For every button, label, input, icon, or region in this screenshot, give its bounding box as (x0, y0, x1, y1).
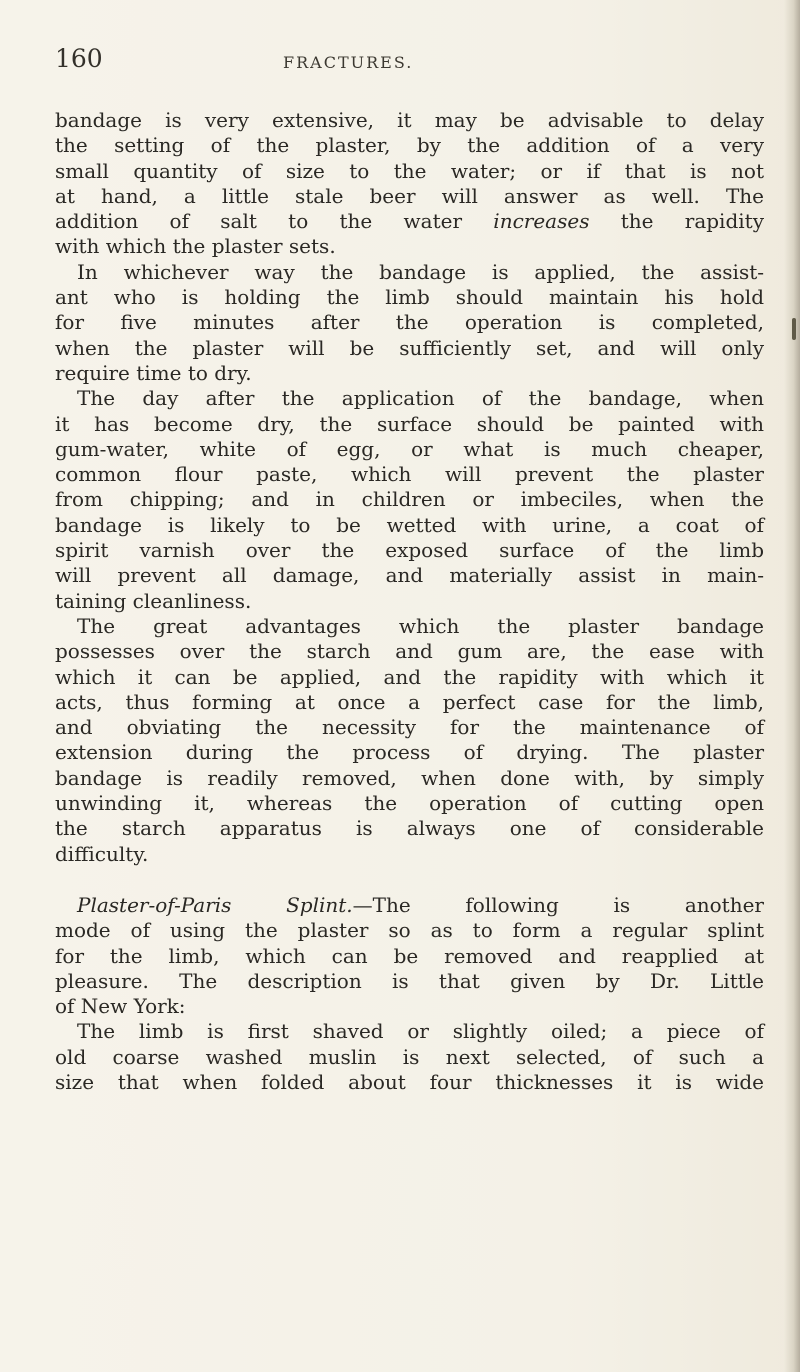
text-line: extension during the process of drying. The plaster (55, 740, 764, 765)
paragraph (55, 614, 764, 867)
text-line: old coarse washed muslin is next selected, of such a (55, 1044, 764, 1069)
text-line: it has become dry, the surface should be painted with (55, 411, 764, 436)
page-edge-shadow (784, 0, 800, 1372)
text-line: acts, thus forming at once a perfect case for the limb, (55, 689, 764, 714)
page-number: 160 (55, 44, 103, 73)
text-line: the starch apparatus is always one of considerable (55, 816, 764, 841)
text-line: The day after the application of the bandage, when (77, 386, 764, 411)
text-line: which it can be applied, and the rapidity with which it (55, 664, 764, 689)
text-line: for five minutes after the operation is completed, (55, 310, 764, 335)
text-line: with which the plaster sets. (55, 234, 336, 259)
text-line: when the plaster will be sufficiently set, and will only (55, 335, 764, 360)
text-run: addition of salt to the water (55, 209, 494, 234)
text-line: bandage is readily removed, when done with, by simply (55, 765, 764, 790)
text-line: The limb is first shaved or slightly oiled; a piece of (77, 1019, 764, 1044)
text-line: the setting of the plaster, by the addition of a very (55, 133, 764, 158)
text-line: ant who is holding the limb should maintain his hold (55, 285, 764, 310)
text-line: unwinding it, whereas the operation of cutting open (55, 791, 764, 816)
text-line: The great advantages which the plaster bandage (77, 613, 764, 638)
text-run: the rapidity (589, 209, 764, 234)
page-header (0, 44, 800, 84)
text-line: bandage is very extensive, it may be advisable to delay (55, 108, 764, 132)
text-line-with-emphasis (55, 209, 764, 234)
page-edge-mark (792, 318, 796, 340)
text-line: will prevent all damage, and materially assist in main- (55, 563, 764, 588)
paragraph (55, 260, 764, 386)
text-line: of New York: (55, 994, 186, 1019)
text-line: require time to dry. (55, 360, 252, 385)
text-line: common flour paste, which will prevent the plaster (55, 462, 764, 487)
paragraph-continuation (55, 108, 764, 260)
text-line: from chipping; and in children or imbeciles, when the (55, 487, 764, 512)
running-head: FRACTURES. (283, 53, 414, 72)
section-gap (55, 867, 764, 893)
emphasis-text: increases (493, 209, 590, 234)
section-first-line (55, 893, 764, 918)
text-line: bandage is likely to be wetted with urine, a coat of (55, 512, 764, 537)
paragraph (55, 386, 764, 614)
text-run: —The following is another (352, 892, 764, 917)
text-line: taining cleanliness. (55, 588, 252, 613)
text-line: pleasure. The description is that given by Dr. Little (55, 968, 764, 993)
text-line: gum-water, white of egg, or what is much cheaper, (55, 436, 764, 461)
text-line: possesses over the starch and gum are, the ease with (55, 639, 764, 664)
text-line: mode of using the plaster so as to form a regular splint (55, 918, 764, 943)
text-line: for the limb, which can be removed and reapplied at (55, 943, 764, 968)
text-line: at hand, a little stale beer will answer as well. The (55, 183, 764, 208)
text-line: size that when folded about four thicknesses it is wide (55, 1069, 764, 1094)
paragraph (55, 1019, 764, 1095)
section-heading: Plaster-of-Paris Splint. (77, 892, 353, 917)
text-line: spirit varnish over the exposed surface of the limb (55, 538, 764, 563)
body-text (55, 108, 764, 1095)
text-line: difficulty. (55, 841, 149, 866)
text-line: small quantity of size to the water; or if that is not (55, 158, 764, 183)
text-line: In whichever way the bandage is applied, the assist- (77, 259, 764, 284)
section-paragraph (55, 893, 764, 1019)
text-line: and obviating the necessity for the maintenance of (55, 715, 764, 740)
